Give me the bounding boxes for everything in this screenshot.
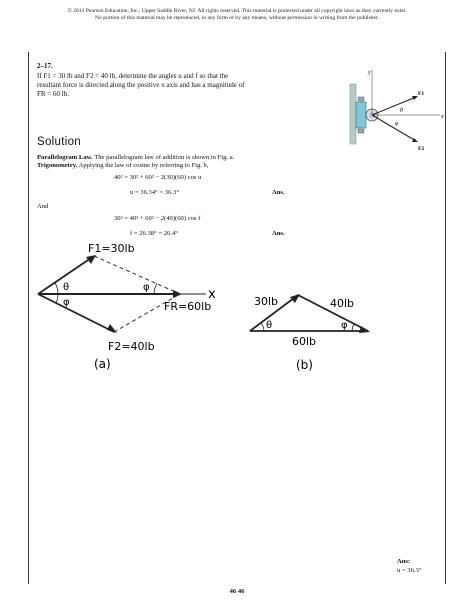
diagram-a-caption: (a) [94, 357, 111, 371]
diagram-a-dashed-top [94, 256, 180, 294]
equation-4: f = 26.38° = 26.4° [130, 230, 178, 237]
trig-paragraph [37, 161, 417, 170]
fig-theta-label: θ [400, 108, 403, 114]
answer-marker-2: Ans. [272, 230, 285, 237]
solution-heading: Solution [37, 136, 81, 148]
diagram-b-caption: (b) [296, 358, 313, 372]
diagram-b-30lb-label: 30lb [254, 295, 279, 308]
bolt-top [358, 97, 364, 101]
bracket-plate [356, 102, 366, 128]
diagram-a-f2-vector [38, 294, 114, 332]
diagram-a-fr-label: FR=60lb [164, 300, 212, 313]
wall [350, 84, 356, 144]
diagram-b-theta-arc [261, 323, 264, 331]
equation-3: 30² = 40² + 60² − 2(40)(60) cos f [114, 215, 201, 222]
law-text: The parallelogram law of addition is shown in Fig. a. [94, 154, 235, 161]
copyright-line-2: No portion of this material may be reproduced, in any form or by any means, without permission in writing from the publisher. [95, 15, 379, 21]
copyright-line-1: © 2013 Pearson Education, Inc., Upper Saddle River, NJ. All rights reserved. This material is protected under all copyright laws as they currently exist. [67, 8, 407, 14]
diagram-a-phi-label-right: φ [143, 282, 150, 293]
diagram-a-f2-label: F2=40lb [108, 340, 155, 353]
trig-title: Trigonometry. [37, 162, 78, 169]
diagram-a-f1-label: F1=30lb [88, 242, 135, 255]
diagram-b-60lb-label: 60lb [292, 335, 317, 348]
final-answer-value: u = 36.3° [397, 567, 422, 574]
fig-y-label: y [368, 70, 371, 76]
diagram-b-40lb-label: 40lb [330, 297, 355, 310]
diagram-a-phi-label-left: φ [63, 297, 70, 308]
problem-statement: If F1 = 30 lb and F2 = 40 lb, determine the angles u and f so that the resultant force is directed along the positive x axis and has a magnitude of FR = 60 lb. [37, 72, 245, 98]
diagram-b-phi-arc [352, 324, 354, 331]
diagram-a-phi-arc-right [154, 283, 157, 294]
final-answer-label: Ans: [397, 558, 411, 565]
answer-marker-1: Ans. [272, 189, 285, 196]
page-number: 46 46 [229, 588, 245, 595]
fig-x-label: x [441, 114, 444, 120]
diagram-b [244, 285, 384, 385]
diagram-a-theta-label: θ [63, 282, 70, 293]
copyright-notice [0, 8, 474, 22]
fig-f1-label: F1 [418, 91, 425, 97]
f2-arrow [372, 115, 416, 141]
diagram-a [30, 240, 230, 380]
diagram-b-phi-label: φ [341, 320, 348, 331]
bolt-bottom [358, 129, 364, 133]
law-title: Parallelogram Law. [37, 154, 93, 161]
problem-figure [340, 64, 450, 164]
fig-f2-label: F2 [418, 146, 425, 152]
diagram-a-phi-arc [56, 294, 58, 303]
fig-phi-label: φ [395, 121, 399, 127]
and-text: And [37, 203, 49, 210]
diagram-a-x-label: x [208, 287, 216, 302]
f1-arrow [372, 97, 416, 115]
diagram-a-theta-arc [55, 283, 58, 294]
problem-number: 2–17. [37, 62, 53, 70]
equation-1: 40² = 30² + 60² − 2(30)(60) cos u [114, 174, 202, 181]
diagram-b-theta-label: θ [266, 320, 273, 331]
equation-2: u = 36.34° = 36.3° [130, 189, 179, 196]
trig-text: Applying the law of cosine by referring to Fig. b, [78, 162, 209, 169]
